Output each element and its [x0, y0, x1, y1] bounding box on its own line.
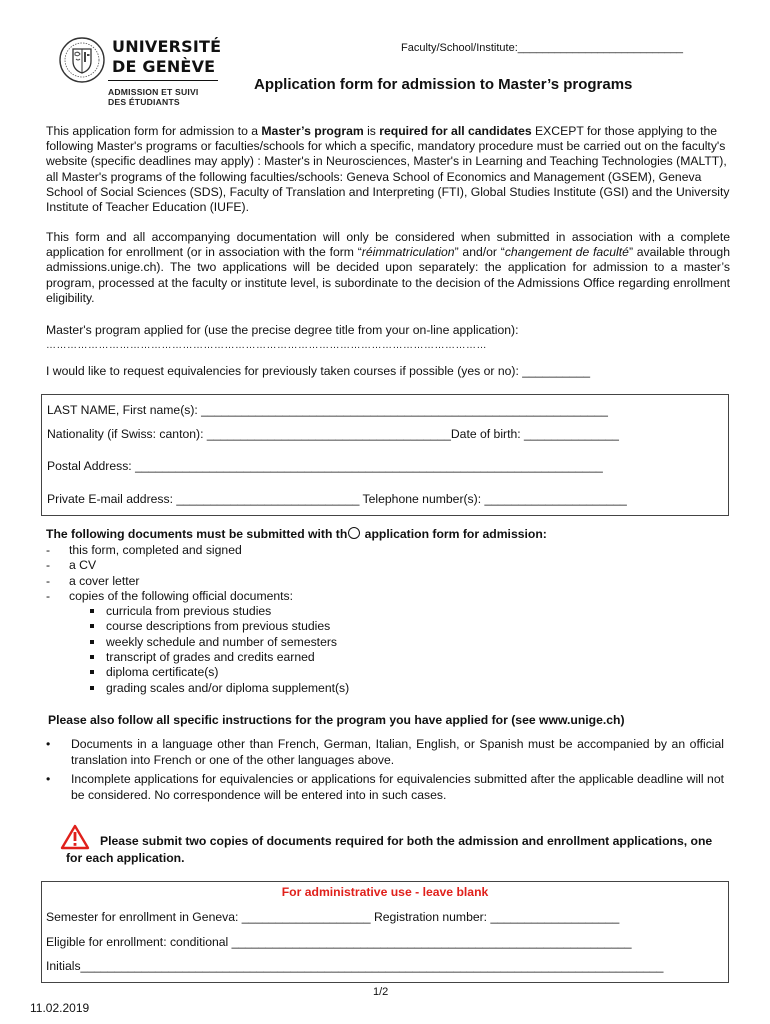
postal-address-field[interactable]: Postal Address: _____________________________________________________________________ [47, 459, 603, 473]
warning-message: Please submit two copies of documents required for both the admission and enrollment applications, one for each application. [66, 834, 713, 865]
conditions-paragraph: This form and all accompanying documentation will only be considered when submitted in association with a complete application for enrollment (or in association with the form “réimmatriculation” and/or “changement de faculté” available through admissions.unige.ch). The two applications will be decided upon separately: the application for admission to a master’s program, processed at the faculty or institute level, is subordinate to the decision of the Admissions Office regarding enrollment eligibility. [46, 230, 730, 305]
logo-subtitle-1: ADMISSION ET SUIVI [108, 87, 199, 97]
documents-list [46, 543, 349, 696]
admin-use-box [41, 881, 729, 983]
list-item: - a cover letter [46, 573, 140, 588]
form-title: Application form for admission to Master’s programs [254, 76, 633, 93]
university-logo [58, 36, 222, 110]
list-item: weekly schedule and number of semesters [46, 635, 349, 650]
initials-field[interactable]: Initials______________________________________________________________________________________ [46, 959, 664, 973]
semester-field[interactable]: Semester for enrollment in Geneva: ___________________ Registration number: ___________________ [46, 910, 620, 924]
personal-info-box [41, 394, 729, 516]
official-documents-sublist [46, 604, 349, 696]
list-item: - this form, completed and signed [46, 543, 242, 557]
page-number: 1/2 [373, 986, 389, 998]
intro-paragraph: This application form for admission to a Master’s program is required for all candidates EXCEPT for those applying to the following Master's programs or faculties/schools for which a specific, mandatory procedure must be carried out on the faculty's website (specific deadlines may apply) : Master's in Neurosciences, Master's in Learning and Teaching Technologies (MALTT), all Master's programs of the following faculties/schools: Geneva School of Economics and Management (GSEM), Geneva School of Social Sciences (SDS), Faculty of Translation and Interpreting (FTI), Global Studies Institute (GSI) and the University Institute of Teacher Education (IUFE). [46, 124, 730, 215]
email-phone-field[interactable]: Private E-mail address: ___________________________ Telephone number(s): _____________________ [47, 492, 627, 506]
nationality-field[interactable]: Nationality (if Swiss: canton): ____________________________________Date of birth: ______________ [47, 427, 619, 441]
list-item: - a CV [46, 558, 97, 573]
equivalency-field[interactable]: I would like to request equivalencies for previously taken courses if possible (yes or no): __________ [46, 364, 591, 378]
instruction-item: • Incomplete applications for equivalencies or applications for equivalencies submitted after the applicable deadline will not be considered. No correspondence will be entered into in such cases. [46, 772, 724, 802]
program-field[interactable]: ……………………………………………………………………………………………………………… [46, 340, 487, 351]
list-item: course descriptions from previous studies [46, 619, 349, 634]
documents-heading: The following documents must be submitted with th application form for admission: [46, 527, 547, 541]
admin-box-title: For administrative use - leave blank [281, 885, 489, 899]
name-field[interactable]: LAST NAME, First name(s): ____________________________________________________________ [47, 403, 608, 417]
eligibility-field[interactable]: Eligible for enrollment: conditional ___________________________________________________________ [46, 935, 632, 949]
list-item: curricula from previous studies [46, 604, 349, 619]
document-date: 11.02.2019 [30, 1001, 90, 1015]
logo-divider [108, 80, 218, 81]
instruction-item: • Documents in a language other than French, German, Italian, English, or Spanish must be accompanied by an official translation into French or one of the other languages above. [46, 737, 724, 767]
list-item: diploma certificate(s) [46, 665, 349, 680]
list-item: - copies of the following official documents: [46, 588, 294, 603]
logo-line-2: DE GENÈVE [112, 57, 216, 76]
logo-line-1: UNIVERSITÉ [112, 37, 222, 56]
instructions-heading: Please also follow all specific instructions for the program you have applied for (see www.unige.ch) [48, 713, 625, 727]
university-seal-icon [58, 36, 106, 84]
program-label: Master's program applied for (use the precise degree title from your on-line application): [46, 323, 519, 337]
logo-subtitle-2: DES ÉTUDIANTS [108, 97, 180, 107]
faculty-field[interactable]: Faculty/School/Institute:___________________________ [401, 42, 683, 54]
circle-glyph-icon [348, 527, 360, 539]
list-item: transcript of grades and credits earned [46, 650, 349, 665]
list-item: grading scales and/or diploma supplement(s) [46, 681, 349, 696]
